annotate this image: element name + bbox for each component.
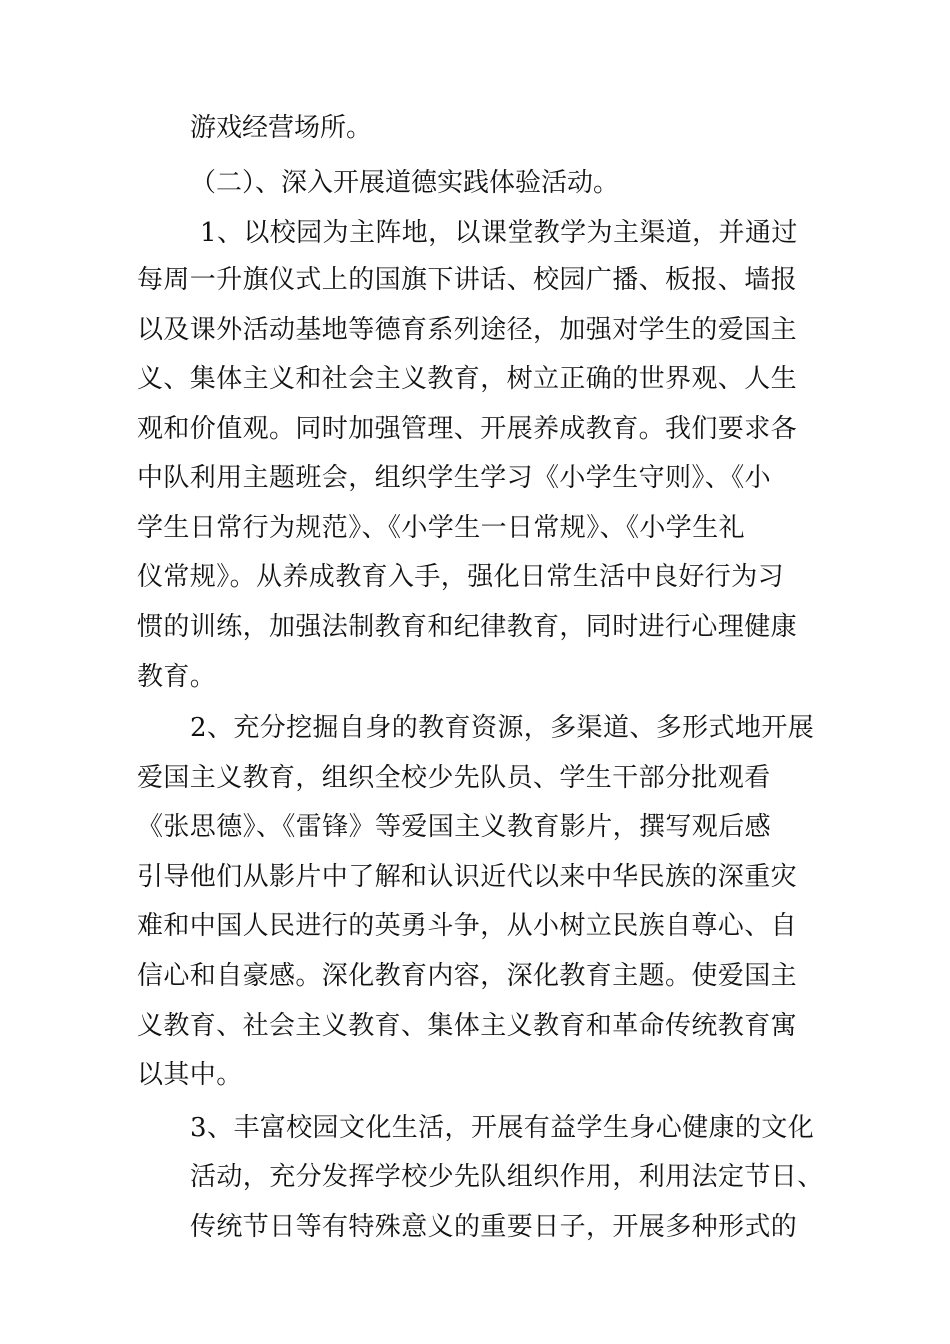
section-heading: （二）、深入开展道德实践体验活动。 [190, 168, 620, 198]
paragraph-line: 传统节日等有特殊意义的重要日子，开展多种形式的 [190, 1212, 798, 1242]
paragraph-line: 观和价值观。同时加强管理、开展养成教育。我们要求各 [137, 414, 798, 444]
paragraph-line: 《张思德》、《雷锋》等爱国主义教育影片，撰写观后感 [137, 812, 772, 842]
paragraph-line: 中队利用主题班会，组织学生学习《小学生守则》、《小 [137, 463, 772, 493]
paragraph-line: 以及课外活动基地等德育系列途径，加强对学生的爱国主 [137, 315, 798, 345]
paragraph-line: 义、集体主义和社会主义教育，树立正确的世界观、人生 [137, 364, 798, 394]
paragraph-line: 学生日常行为规范》、《小学生一日常规》、《小学生礼 [137, 513, 746, 543]
paragraph-line: 引导他们从影片中了解和认识近代以来中华民族的深重灾 [137, 862, 798, 892]
paragraph-line: 每周一升旗仪式上的国旗下讲话、校园广播、板报、墙报 [137, 265, 798, 295]
paragraph-line: 仪常规》。从养成教育入手，强化日常生活中良好行为习 [137, 562, 785, 592]
paragraph-line: 2、充分挖掘自身的教育资源，多渠道、多形式地开展 [190, 713, 815, 743]
paragraph-line: 3、丰富校园文化生活，开展有益学生身心健康的文化 [190, 1113, 815, 1143]
paragraph-line: 教育。 [137, 662, 217, 692]
paragraph-line: 义教育、社会主义教育、集体主义教育和革命传统教育寓 [137, 1011, 798, 1041]
paragraph-line: 1、以校园为主阵地，以课堂教学为主渠道，并通过 [200, 218, 798, 248]
paragraph-line: 难和中国人民进行的英勇斗争，从小树立民族自尊心、自 [137, 911, 798, 941]
paragraph-line: 以其中。 [137, 1060, 243, 1090]
paragraph-line: 信心和自豪感。深化教育内容，深化教育主题。使爱国主 [137, 961, 798, 991]
intro-line: 游戏经营场所。 [190, 113, 373, 143]
paragraph-line: 活动，充分发挥学校少先队组织作用，利用法定节日、 [190, 1162, 824, 1192]
paragraph-line: 惯的训练，加强法制教育和纪律教育，同时进行心理健康 [137, 612, 798, 642]
paragraph-line: 爱国主义教育，组织全校少先队员、学生干部分批观看 [137, 763, 771, 793]
